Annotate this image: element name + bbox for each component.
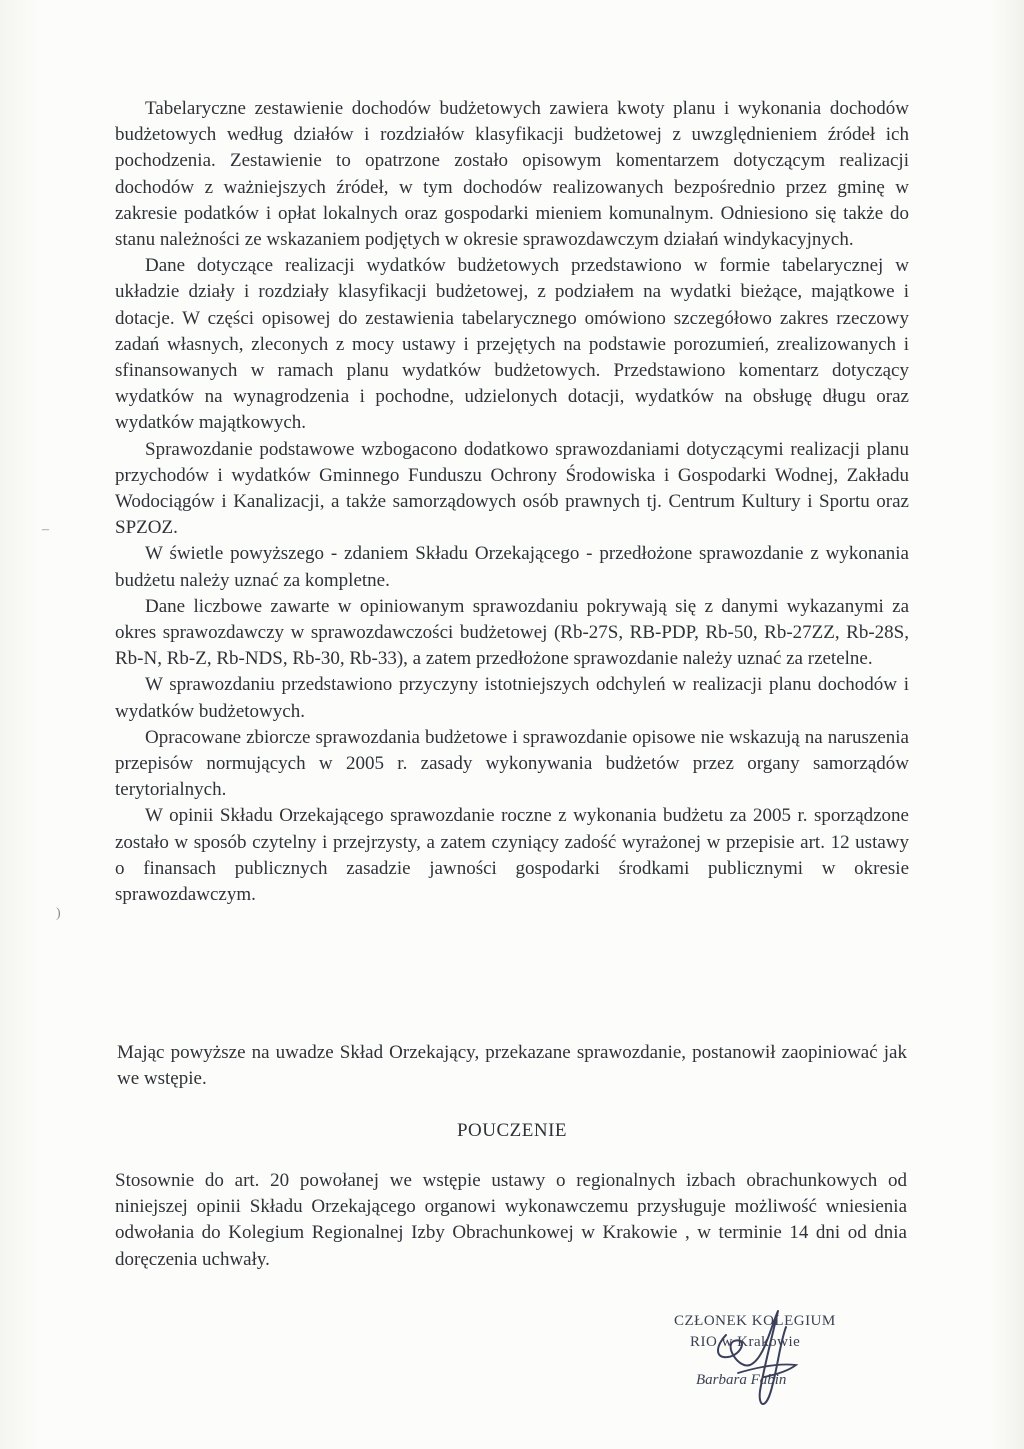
paragraph-deviations: W sprawozdaniu przedstawiono przyczyny istotniejszych odchyleń w realizacji planu dochodów i wydatków budżetowych.	[115, 674, 909, 722]
paragraph-supplementary-reports: Sprawozdanie podstawowe wzbogacono dodatkowo sprawozdaniami dotyczącymi realizacji planu przychodów i wydatków Gminnego Funduszu Ochrony Środowiska i Gospodarki Wodnej, Zakładu Wodociągów i Kanalizacji, a także samorządowych osób prawnych tj. Centrum Kultury i Sportu oraz SPZOZ.	[115, 438, 909, 539]
stamp-signatory-name: Barbara Fabin	[696, 1372, 787, 1388]
official-stamp	[668, 1307, 868, 1417]
paragraph-revenue: Tabelaryczne zestawienie dochodów budżetowych zawiera kwoty planu i wykonania dochodów budżetowych według działów i rozdziałów klasyfikacji budżetowej z uwzględnieniem źródeł ich pochodzenia. Zestawienie to opatrzone zostało opisowym komentarzem dotyczącym realizacji dochodów z ważniejszych źródeł, w tym dochodów realizowanych bezpośrednio przez gminę w zakresie podatków i opłat lokalnych oraz gospodarki mieniem komunalnym. Odniesiono się także do stanu należności ze wskazaniem podjętych w okresie sprawozdawczym działań windykacyjnych.	[115, 98, 909, 251]
appeal-instruction: Stosownie do art. 20 powołanej we wstępie ustawy o regionalnych izbach obrachunkowych od niniejszej opinii Składu Orzekającego organowi wykonawczemu przysługuje możliwość wniesienia odwołania do Kolegium Regionalnej Izby Obrachunkowej w Krakowie , w terminie 14 dni od dnia doręczenia uchwały.	[115, 1170, 907, 1270]
paragraph-completeness: W świetle powyższego - zdaniem Składu Orzekającego - przedłożone sprawozdanie z wykonania budżetu należy uznać za kompletne.	[115, 543, 909, 591]
paragraph-expenditure: Dane dotyczące realizacji wydatków budżetowych przedstawiono w formie tabelarycznej w układzie działy i rozdziały klasyfikacji budżetowej, z podziałem na wydatki bieżące, majątkowe i dotacje. W części opisowej do zestawienia tabelarycznego omówiono szczegółowo zakres rzeczowy zadań własnych, zleconych z mocy ustawy i przejętych na podstawie porozumień, zrealizowanych i sfinansowanych w ramach planu wydatków budżetowych. Przedstawiono komentarz dotyczący wydatków na wynagrodzenia i pochodne, udzielonych dotacji, wydatków na obsługę długu oraz wydatków majątkowych.	[115, 255, 909, 434]
margin-scan-mark: –	[42, 522, 49, 537]
margin-scan-mark: )	[56, 906, 61, 921]
stamp-title: CZŁONEK KOLEGIUM	[674, 1313, 836, 1329]
closing-statement: Mając powyższe na uwadze Skład Orzekający, przekazane sprawozdanie, postanowił zaopiniować jak we wstępie.	[117, 1042, 907, 1090]
section-heading: POUCZENIE	[456, 1120, 568, 1141]
paragraph-transparency: W opinii Składu Orzekającego sprawozdanie roczne z wykonania budżetu za 2005 r. sporządzone zostało w sposób czytelny i przejrzysty, a zatem czyniący zadość wyrażonej w przepisie art. 12 ustawy o finansach publicznych zasadzie jawności gospodarki środkami publicznymi w okresie sprawozdawczym.	[115, 805, 909, 906]
document-body	[115, 96, 909, 908]
paragraph-compliance: Opracowane zbiorcze sprawozdania budżetowe i sprawozdanie opisowe nie wskazują na naruszenia przepisów normujących w 2005 r. zasady wykonywania budżetów przez organy samorządów terytorialnych.	[115, 726, 909, 801]
paragraph-reliability: Dane liczbowe zawarte w opiniowanym sprawozdaniu pokrywają się z danymi wykazanymi za okres sprawozdawczy w sprawozdawczości budżetowej (Rb-27S, RB-PDP, Rb-50, Rb-27ZZ, Rb-28S, Rb-N, Rb-Z, Rb-NDS, Rb-30, Rb-33), a zatem przedłożone sprawozdanie należy uznać za rzetelne.	[115, 595, 909, 670]
stamp-office: RIO w Krakowie	[690, 1334, 801, 1350]
